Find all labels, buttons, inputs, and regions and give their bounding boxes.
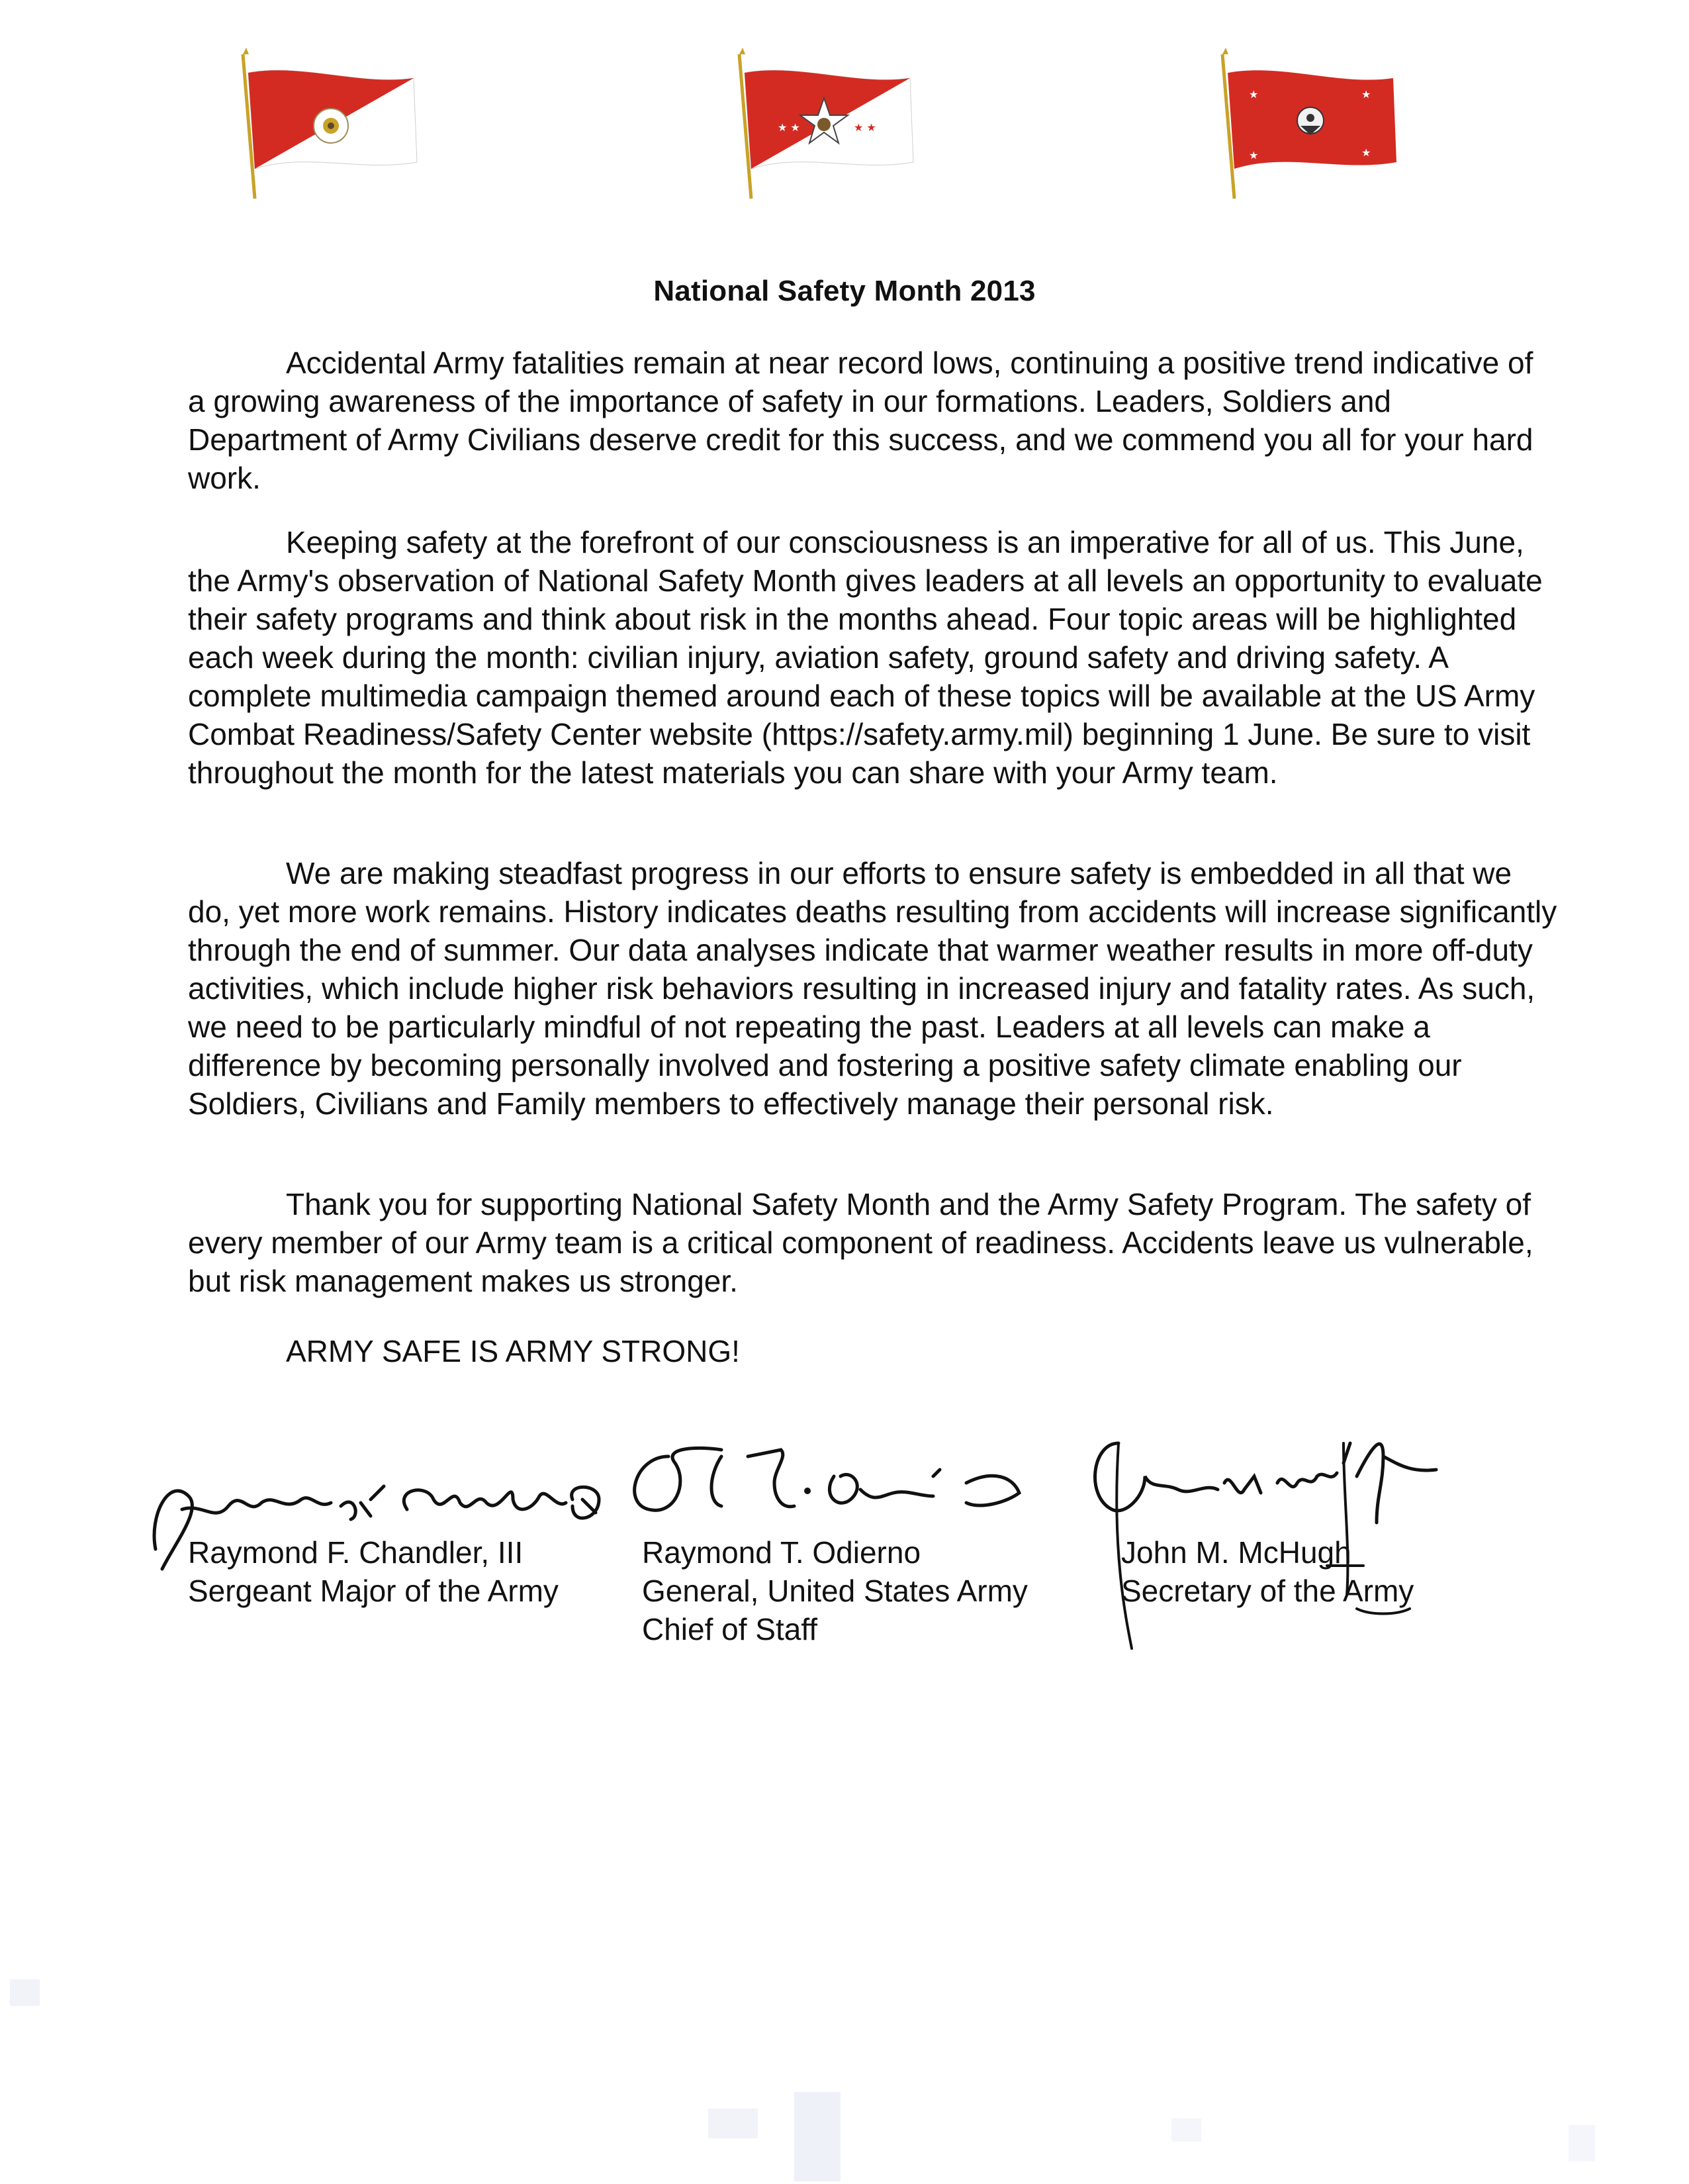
secretary-of-army-flag-icon [1208, 46, 1406, 205]
scan-artifact [794, 2092, 841, 2181]
signer-chandler [188, 1533, 559, 1610]
paragraph-3 [188, 854, 1558, 1123]
svg-text:★ ★: ★ ★ [778, 121, 800, 134]
sergeant-major-of-army-flag-icon [228, 46, 427, 205]
svg-text:★: ★ [1249, 88, 1259, 101]
signer-title: Secretary of the Army [1121, 1574, 1414, 1608]
signer-mchugh [1121, 1533, 1414, 1610]
closing-slogan [188, 1332, 1558, 1370]
letter-title: National Safety Month 2013 [653, 275, 1036, 307]
svg-text:★: ★ [1249, 149, 1259, 162]
signer-title: Chief of Staff [642, 1612, 818, 1646]
scan-artifact [708, 2109, 758, 2138]
closing-slogan-text: ARMY SAFE IS ARMY STRONG! [286, 1334, 740, 1368]
paragraph-1 [188, 344, 1558, 497]
svg-text:★ ★: ★ ★ [854, 121, 876, 134]
paragraph-4-text: Thank you for supporting National Safety Month and the Army Safety Program. The safety of every member of our Army team is a critical component of readiness. Accidents leave us vulnerable, but risk management makes us stronger. [188, 1187, 1533, 1298]
signer-odierno [642, 1533, 1028, 1648]
signer-name: John M. McHugh [1121, 1535, 1351, 1570]
odierno-signature [622, 1430, 1059, 1529]
scan-artifact [1569, 2125, 1595, 2161]
scan-artifact [10, 1979, 40, 2006]
paragraph-2 [188, 523, 1558, 792]
signer-title: General, United States Army [642, 1574, 1028, 1608]
paragraph-2-text: Keeping safety at the forefront of our consciousness is an imperative for all of us. This June, the Army's observation of National Safety Month gives leaders at all levels an opportunity to evaluate their safety programs and think about risk in the months ahead. Four topic areas will be highlighted each week during the month: civilian injury, aviation safety, ground safety and driving safety. A complete multimedia campaign themed around each of these topics will be available at the US Army Combat Readiness/Safety Center website (https://safety.army.mil) beginning 1 June. Be sure to visit throughout the month for the latest materials you can share with your Army team. [188, 525, 1543, 790]
signer-name: Raymond T. Odierno [642, 1535, 921, 1570]
svg-text:★: ★ [1361, 88, 1371, 101]
signer-title: Sergeant Major of the Army [188, 1574, 559, 1608]
paragraph-1-text: Accidental Army fatalities remain at near record lows, continuing a positive trend indicative of a growing awareness of the importance of safety in our formations. Leaders, Soldiers and Department of Army Civilians deserve credit for this success, and we commend you all for your hard work. [188, 346, 1533, 495]
paragraph-4 [188, 1185, 1558, 1300]
scan-artifact [1171, 2118, 1201, 2142]
signer-name: Raymond F. Chandler, III [188, 1535, 524, 1570]
paragraph-3-text: We are making steadfast progress in our efforts to ensure safety is embedded in all that we do, yet more work remains. History indicates deaths resulting from accidents will increase significantly through the end of summer. Our data analyses indicate that warmer weather results in more off-duty activities, which include higher risk behaviors resulting in increased injury and fatality rates. As such, we need to be particularly mindful of not repeating the past. Leaders at all levels can make a difference by becoming personally involved and fostering a positive safety climate enabling our Soldiers, Civilians and Family members to effectively manage their personal risk. [188, 856, 1557, 1121]
chief-of-staff-army-flag-icon [725, 46, 923, 205]
svg-text:★: ★ [1361, 146, 1371, 159]
